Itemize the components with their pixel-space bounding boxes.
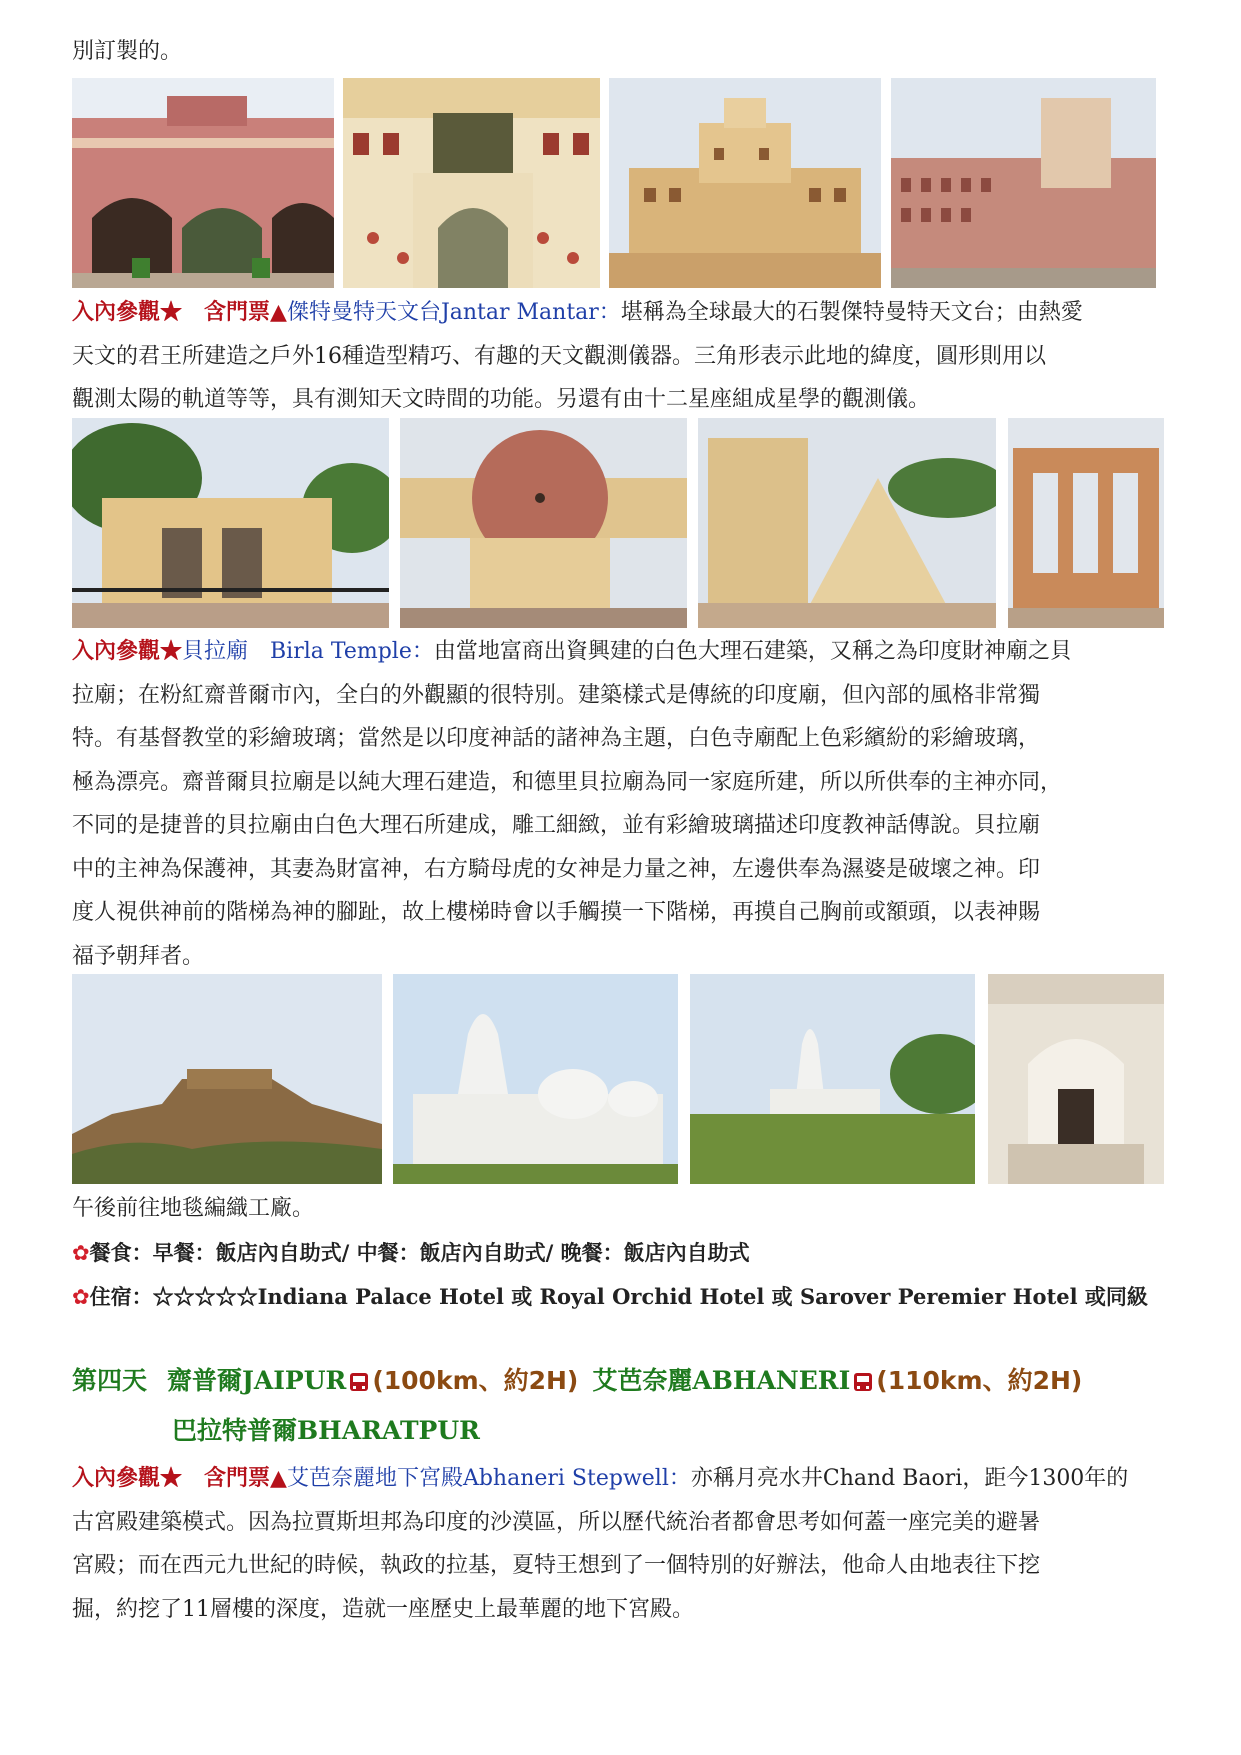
day4-heading-line2 [172,1406,480,1456]
photo-chandra-mahal-facade [609,78,881,288]
intro-tail-text: 別訂製的。 [72,39,183,64]
description-text: 由當地富商出資興建的白色大理石建築，又稱之為印度財神廟之貝 [433,639,1072,664]
bus-icon [854,1373,872,1391]
attraction-name: 傑特曼特天文台Jantar Mantar： [286,300,621,325]
city-bharatpur: 巴拉特普爾BHARATPUR [172,1416,480,1445]
photo-amber-hill-fort [72,974,382,1184]
meals-line [72,1231,750,1275]
hotel-line [72,1275,1148,1319]
meals-text: 餐食：早餐：飯店內自助式/ 中餐：飯店內自助式/ 晚餐：飯店內自助式 [89,1241,750,1265]
flower-bullet-icon: ✿ [72,1241,90,1265]
description-text: 拉廟；在粉紅齋普爾市內，全白的外觀顯的很特別。建築樣式是傳統的印度廟，但內部的風格非常獨 [72,682,1041,708]
leg1-distance: (100km、約2H) [372,1366,579,1395]
city-abhaneri: 艾芭奈麗ABHANERI [592,1366,851,1395]
bus-icon [350,1373,368,1391]
photo-birla-temple-entrance [988,974,1164,1184]
leg2-distance: (110km、約2H) [876,1366,1083,1395]
visit-label: 入內參觀★ [72,638,183,664]
description-text: 不同的是捷普的貝拉廟由白色大理石所建成，雕工細緻，並有彩繪玻璃描述印度教神話傳說。貝拉廟 [72,813,1041,838]
visit-label: 入內參觀★ [72,1465,183,1491]
description-text: 天文的君王所建造之戶外16種造型精巧、有趣的天文觀測儀器。三角形表示此地的緯度，圓形則用以 [72,343,1046,369]
photo-city-palace-balcony-door [343,78,600,288]
photo-city-palace-courtyard [891,78,1156,288]
ticket-label: 含門票▲ [204,299,287,325]
birla-temple-paragraph [72,630,1172,978]
photo-jantar-mantar-ring [1008,418,1164,628]
attraction-name: 貝拉廟 Birla Temple： [182,639,434,664]
photo-jantar-mantar-yantra [72,418,389,628]
description-text: 特。有基督教堂的彩繪玻璃；當然是以印度神話的諸神為主題，白色寺廟配上色彩繽紛的彩繪玻璃， [72,726,1041,751]
description-text: 掘，約挖了11層樓的深度，造就一座歷史上最華麗的地下宮殿。 [72,1596,694,1622]
description-text: 極為漂亮。齋普爾貝拉廟是以純大理石建造，和德里貝拉廟為同一家庭所建，所以所供奉的主神亦同， [72,769,1063,795]
description-text: 中的主神為保護神，其妻為財富神，右方騎母虎的女神是力量之神，左邊供奉為濕婆是破壞之神。印 [72,856,1041,882]
day-label: 第四天 [72,1366,148,1395]
abhaneri-paragraph [72,1457,1172,1631]
photo-jantar-mantar-dial [400,418,687,628]
hotel-text: 住宿：☆☆☆☆☆Indiana Palace Hotel 或 Royal Orchid Hotel 或 Sarover Peremier Hotel 或同級 [89,1284,1148,1309]
photo-city-palace-arches [72,78,334,288]
attraction-name: 艾芭奈麗地下宮殿Abhaneri Stepwell： [286,1466,691,1491]
description-text: 福予朝拜者。 [72,943,205,969]
visit-label: 入內參觀★ [72,299,183,325]
flower-bullet-icon: ✿ [72,1285,90,1309]
ticket-label: 含門票▲ [204,1465,287,1491]
afternoon-text: 午後前往地毯編織工廠。 [72,1196,315,1221]
photo-birla-temple-lawn [690,974,975,1184]
day4-heading [72,1356,1082,1406]
description-text: 觀測太陽的軌道等等，具有測知天文時間的功能。另還有由十二星座組成星學的觀測儀。 [72,387,931,412]
jantar-mantar-paragraph [72,291,1172,422]
photo-jantar-mantar-triangle [698,418,996,628]
photo-birla-temple-front [393,974,678,1184]
description-text: 古宮殿建築模式。因為拉賈斯坦邦為印度的沙漠區，所以歷代統治者都會思考如何蓋一座完美的避暑 [72,1509,1041,1535]
description-text: 堪稱為全球最大的石製傑特曼特天文台；由熱愛 [620,300,1083,325]
description-text: 亦稱月亮水井Chand Baori，距今1300年的 [690,1466,1129,1491]
description-text: 宮殿；而在西元九世紀的時候，執政的拉基，夏特王想到了一個特別的好辦法，他命人由地表往下挖 [72,1553,1041,1578]
city-jaipur: 齋普爾JAIPUR [167,1366,347,1395]
description-text: 度人視供神前的階梯為神的腳趾，故上樓梯時會以手觸摸一下階梯，再摸自己胸前或額頭，以表神賜 [72,900,1041,925]
